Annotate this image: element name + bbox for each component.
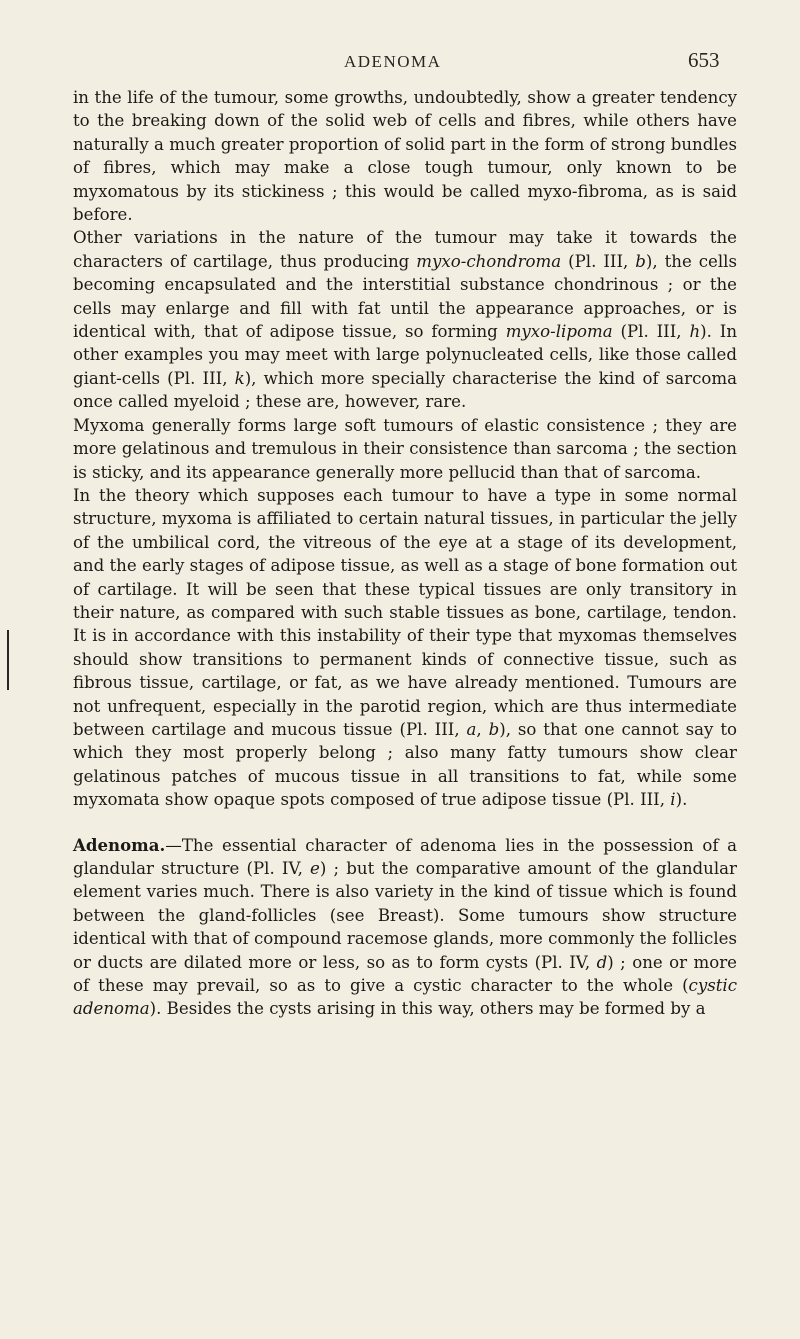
text-run: ).	[675, 790, 688, 810]
paragraph	[73, 86, 737, 226]
italic-term: i	[670, 790, 676, 810]
italic-term: b	[635, 251, 646, 271]
italic-term: a	[466, 719, 477, 739]
text-run: Other variations in the nature of the tumour may take it towards the characters of cartilage, thus producing	[73, 228, 737, 271]
page-number: 653	[688, 48, 720, 72]
body-text	[73, 86, 737, 1021]
paragraph	[73, 414, 737, 484]
italic-term: d	[596, 952, 608, 972]
italic-term: e	[310, 859, 320, 878]
text-run: ). Besides the cysts arising in this way, others may be formed by a	[149, 999, 706, 1019]
italic-term: cystic adenoma	[73, 976, 737, 1019]
paragraph	[73, 484, 737, 812]
margin-rule	[7, 630, 9, 690]
text-run: ), the cells becoming encapsulated and the interstitial substance chondrinous ; or the cells may enlarge and fill with fat until the appearance approaches, or is identical with, that of adipose tissue, so forming	[73, 251, 738, 342]
text-run: —The essential character of adenoma lies in the possession of a glandular structure (Pl. IV,	[73, 835, 737, 878]
italic-term: k	[234, 368, 245, 388]
italic-term: b	[488, 719, 500, 739]
italic-term: myxo-chondroma	[416, 251, 562, 271]
text-run: ). In other examples you may meet with large polynucleated cells, like those called giant-cells (Pl. III,	[73, 322, 738, 388]
text-run: ), so that one cannot say to which they most properly belong ; also many fatty tumours show clear gelatinous patches of mucous tissue in all transitions to fat, while some myxomata show opaque spots composed of true adipose tissue (Pl. III,	[73, 719, 737, 810]
text-run: (Pl. III,	[561, 251, 636, 271]
section-paragraph	[73, 834, 737, 1021]
running-head: ADENOMA	[344, 52, 442, 71]
text-run: ) ; one or more of these may prevail, so as to give a cystic character to the whole (	[73, 952, 737, 996]
italic-term: myxo-lipoma	[505, 322, 613, 342]
text-run: In the theory which supposes each tumour to have a type in some normal structure, myxoma is affiliated to certain natural tissues, in particular the jelly of the umbilical cord, the vitreous of the eye at a stage of its development, and the early stages of adipose tissue, as well as a stage of bone formation out of cartilage. It will be seen that these typical tissues are only transitory in their nature, as compared with such stable tissues as bone, cartilage, tendon. It is in accordance with this instability of their type that myxomas themselves should show transitions to permanent kinds of connective tissue, such as fibrous tissue, cartilage, or fat, as we have already mentioned. Tumours are not unfrequent, especially in the parotid region, which are thus intermediate between cartilage and mucous tissue (Pl. III,	[73, 485, 737, 739]
text-run: (Pl. III,	[612, 322, 690, 342]
text-run: ), which more specially characterise the kind of sarcoma once called myeloid ; these are, however, rare.	[73, 368, 737, 412]
text-run: ) ; but the comparative amount of the glandular element varies much. There is also variety in the kind of tissue which is found between the gland-follicles (see Breast). Some tumours show structure identical with that of compound racemose glands, more commonly the follicles or ducts are dilated more or less, so as to form cysts (Pl. IV,	[73, 859, 737, 972]
text-run: in the life of the tumour, some growths, undoubtedly, show a greater tendency to the breaking down of the solid web of cells and fibres, while others have naturally a much greater proportion of solid part in the form of strong bundles of fibres, which may make a close tough tumour, only known to be myxomatous by its stickiness ; this would be called myxo-fibroma, as is said before.	[73, 88, 737, 225]
paragraph	[73, 226, 737, 413]
italic-term: h	[689, 322, 701, 342]
section-heading: Adenoma.	[73, 834, 166, 855]
text-run: ,	[476, 719, 489, 739]
text-run: Myxoma generally forms large soft tumours of elastic consistence ; they are more gelatinous and tremulous in their consistence than sarcoma ; the section is sticky, and its appearance generally more pellucid than that of sarcoma.	[73, 415, 737, 482]
